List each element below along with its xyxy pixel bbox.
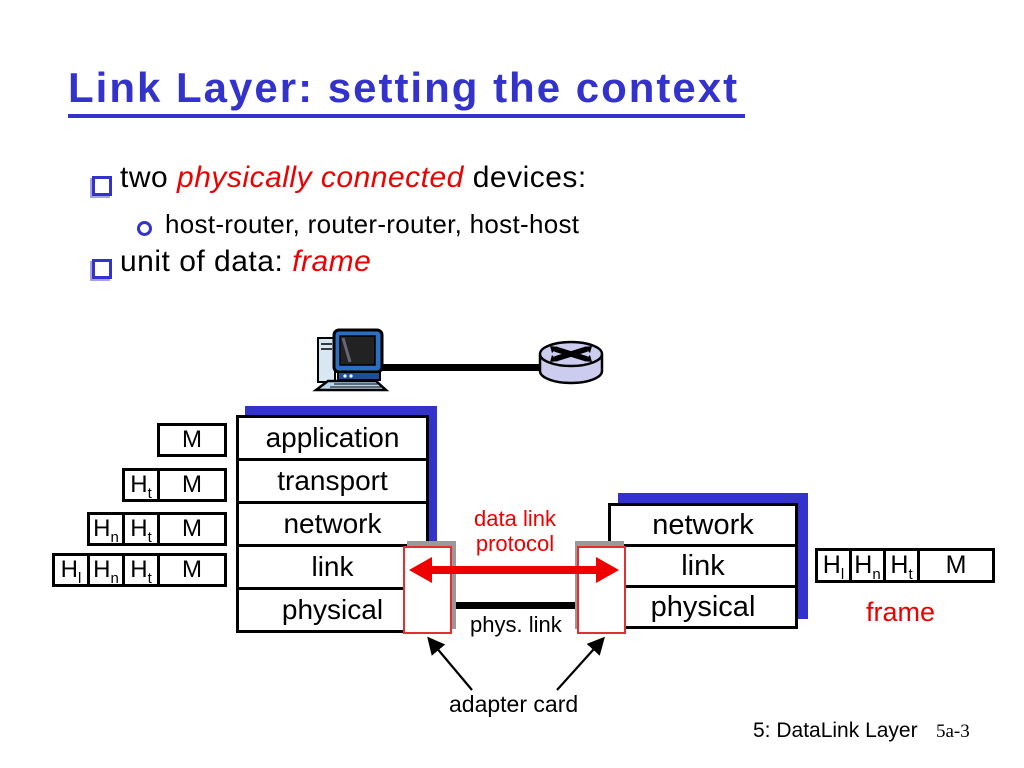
bullet-unit-of-data — [120, 245, 371, 279]
encapsulation-row — [52, 553, 227, 587]
header-cell: $H_l$ — [815, 548, 852, 583]
footer-section-label: 5: DataLink Layer — [753, 719, 918, 742]
square-bullet-icon — [92, 176, 112, 196]
frame-label: frame — [866, 597, 936, 627]
computer-icon — [312, 328, 398, 394]
message-cell: M — [157, 512, 227, 546]
encapsulation-row — [157, 423, 227, 457]
bullet-emphasis: frame — [292, 245, 372, 278]
stack-layer-transport: transport — [236, 458, 429, 504]
footer-page-number: 5a-3 — [936, 721, 970, 742]
label-line: data link — [474, 506, 556, 531]
bullet-text: devices: — [463, 161, 587, 194]
arrowhead-left-icon — [409, 557, 432, 583]
stack-layer-link: link — [608, 544, 798, 588]
frame-row — [815, 548, 995, 583]
host-protocol-stack — [236, 415, 429, 633]
physical-link-label: phys. link — [470, 612, 562, 637]
data-link-protocol-label — [448, 506, 582, 556]
adapter-card-label: adapter card — [449, 691, 579, 717]
header-cell: $H_t$ — [122, 468, 160, 502]
stack-layer-physical: physical — [236, 587, 429, 633]
header-cell: $H_n$ — [87, 553, 125, 587]
stack-layer-physical: physical — [608, 585, 798, 629]
message-cell: M — [157, 468, 227, 502]
arrowhead-right-icon — [596, 557, 619, 583]
message-cell: M — [157, 553, 227, 587]
data-link-protocol-arrow — [430, 566, 598, 574]
label-line: protocol — [475, 531, 555, 556]
adapter-card-pointers-icon — [415, 634, 615, 694]
router-icon — [536, 339, 606, 389]
header-cell: $H_t$ — [883, 548, 920, 583]
bullet-two-devices — [120, 161, 587, 195]
router-protocol-stack — [608, 503, 798, 629]
message-cell: M — [917, 548, 995, 583]
stack-layer-network: network — [236, 501, 429, 547]
header-cell: $H_t$ — [122, 512, 160, 546]
stack-layer-link: link — [236, 544, 429, 590]
encapsulation-row — [122, 468, 227, 502]
message-cell: M — [157, 423, 227, 457]
stack-layer-network: network — [608, 503, 798, 547]
host-router-link-line — [376, 364, 552, 371]
circle-bullet-icon — [137, 221, 152, 236]
physical-link-line — [452, 602, 577, 609]
stack-layer-application: application — [236, 415, 429, 461]
encapsulation-row — [87, 512, 227, 546]
header-cell: $H_n$ — [87, 512, 125, 546]
header-cell: $H_n$ — [849, 548, 886, 583]
header-cell: $H_t$ — [122, 553, 160, 587]
sub-bullet-connections: host-router, router-router, host-host — [165, 209, 580, 239]
bullet-text: unit of data: — [120, 245, 293, 278]
bullet-text: two — [120, 161, 178, 194]
bullet-emphasis: physically connected — [177, 161, 464, 194]
square-bullet-icon — [92, 259, 112, 279]
header-cell: $H_l$ — [52, 553, 90, 587]
page-title: Link Layer: setting the context — [68, 64, 745, 118]
